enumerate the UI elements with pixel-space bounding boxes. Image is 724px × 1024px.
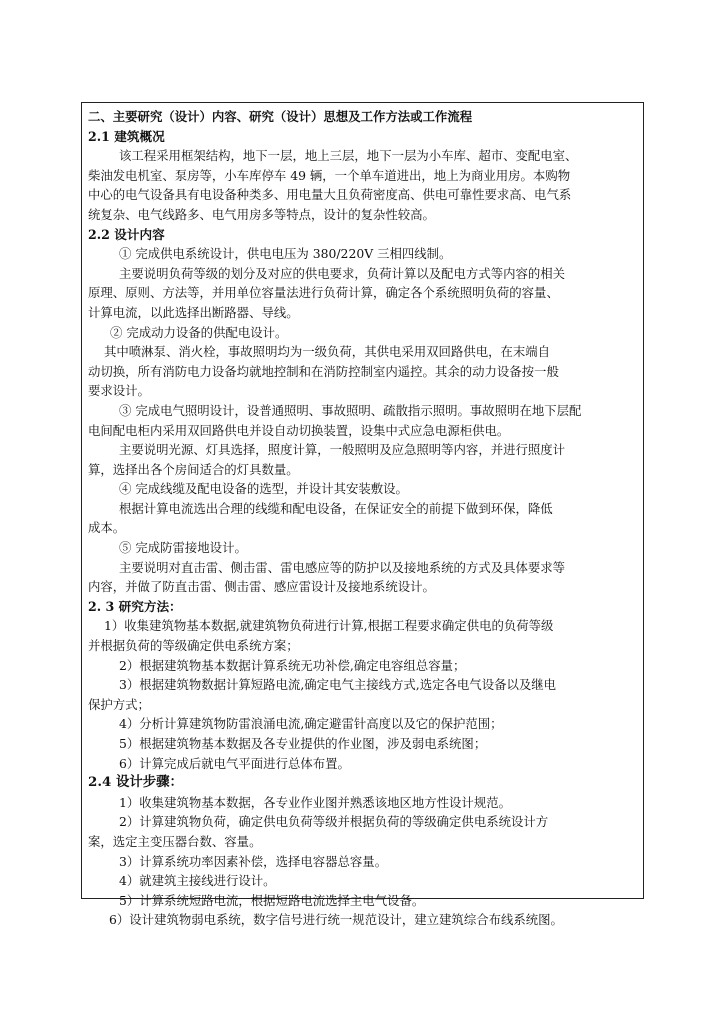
paragraph-line: 内容，并做了防直击雷、侧击雷、感应雷设计及接地系统设计。 [88, 579, 435, 595]
paragraph-line: 主要说明光源、灯具选择，照度计算，一般照明及应急照明等内容，并进行照度计 [119, 442, 566, 458]
list-item: 6）设计建筑物弱电系统，数字信号进行统一规范设计，建立建筑综合布线系统图。 [109, 912, 563, 928]
paragraph-line: 该工程采用框架结构，地下一层，地上三层，地下一层为小车库、超市、变配电室、 [119, 148, 578, 164]
subsection-title-2-2: 2.2 设计内容 [88, 226, 165, 242]
list-item: ③ 完成电气照明设计，设普通照明、事故照明、疏散指示照明。事故照明在地下层配 [119, 402, 582, 418]
list-item: 5）计算系统短路电流，根据短路电流选择主电气设备。 [119, 892, 425, 908]
subsection-title-2-1: 2.1 建筑概况 [88, 128, 165, 144]
list-item: 1）收集建筑物基本数据，各专业作业图并熟悉该地区地方性设计规范。 [119, 794, 511, 810]
paragraph-line: 其中喷淋泵、消火栓，事故照明均为一级负荷，其供电采用双回路供电，在末端自 [104, 344, 551, 360]
paragraph-line: 算，选择出各个房间适合的灯具数量。 [88, 461, 299, 477]
list-item: ⑤ 完成防雷接地设计。 [119, 540, 247, 556]
paragraph-line: 主要说明对直击雷、侧击雷、雷电感应等的防护以及接地系统的方式及具体要求等 [119, 559, 566, 575]
list-item: 2）根据建筑物基本数据计算系统无功补偿,确定电容组总容量； [119, 657, 466, 673]
list-item: 5）根据建筑物基本数据及各专业提供的作业图，涉及弱电系统图； [119, 736, 487, 751]
list-item: 3）计算系统功率因素补偿，选择电容器总容量。 [119, 853, 388, 869]
paragraph-line: 计算电流，以此选择出断路器、导线。 [88, 304, 299, 320]
paragraph-line: 统复杂、电气线路多、电气用房多等特点，设计的复杂性较高。 [88, 206, 435, 222]
list-item: ② 完成动力设备的供配电设计。 [110, 324, 288, 340]
paragraph-line: 案，选定主变压器台数、容量。 [88, 833, 262, 849]
paragraph-line: 保护方式； [88, 696, 150, 712]
list-item: 1）收集建筑物基本数据,就建筑物负荷进行计算,根据工程要求确定供电的负荷等级 [104, 618, 554, 634]
paragraph-line: 中心的电气设备具有电设备种类多、用电量大且负荷密度高、供电可靠性要求高、电气系 [88, 187, 572, 203]
list-item: 4）分析计算建筑物防雷浪涌电流,确定避雷针高度以及它的保护范围； [119, 716, 503, 732]
paragraph-line: 电间配电柜内采用双回路供电并设自动切换装置，设集中式应急电源柜供电。 [88, 422, 510, 438]
subsection-title-2-3: 2. 3 研究方法： [88, 598, 182, 614]
list-item: 3）根据建筑物数据计算短路电流,确定电气主接线方式,选定各电气设备以及继电 [119, 677, 557, 693]
section-heading: 二、主要研究（设计）内容、研究（设计）思想及工作方法或工作流程 [88, 109, 473, 124]
list-item: 4）就建筑主接线进行设计。 [119, 873, 276, 889]
list-item: ④ 完成线缆及配电设备的选型，并设计其安装敷设。 [119, 481, 408, 497]
paragraph-line: 动切换，所有消防电力设备均就地控制和在消防控制室内遥控。其余的动力设备按一般 [88, 363, 559, 379]
list-item: 6）计算完成后就电气平面进行总体布置。 [119, 755, 350, 771]
list-item: ① 完成供电系统设计，供电电压为 380/220V 三相四线制。 [119, 246, 452, 262]
paragraph-line: 原理、原则、方法等，并用单位容量法进行负荷计算，确定各个系统照明负荷的容量、 [88, 285, 559, 301]
paragraph-line: 成本。 [88, 520, 126, 536]
subsection-title-2-4: 2.4 设计步骤： [88, 774, 183, 791]
paragraph-line: 要求设计。 [88, 383, 150, 399]
list-item: 2）计算建筑物负荷，确定供电负荷等级并根据负荷的等级确定供电系统设计方 [119, 814, 549, 830]
paragraph-line: 柴油发电机室、泵房等，小车库停车 49 辆，一个单车道进出，地上为商业用房。本购物 [88, 167, 571, 183]
paragraph-line: 并根据负荷的等级确定供电系统方案； [88, 638, 299, 654]
paragraph-line: 主要说明负荷等级的划分及对应的供电要求，负荷计算以及配电方式等内容的相关 [119, 265, 566, 281]
paragraph-line: 根据计算电流选出合理的线缆和配电设备，在保证安全的前提下做到环保，降低 [119, 500, 553, 516]
content-table-cell [81, 102, 644, 928]
